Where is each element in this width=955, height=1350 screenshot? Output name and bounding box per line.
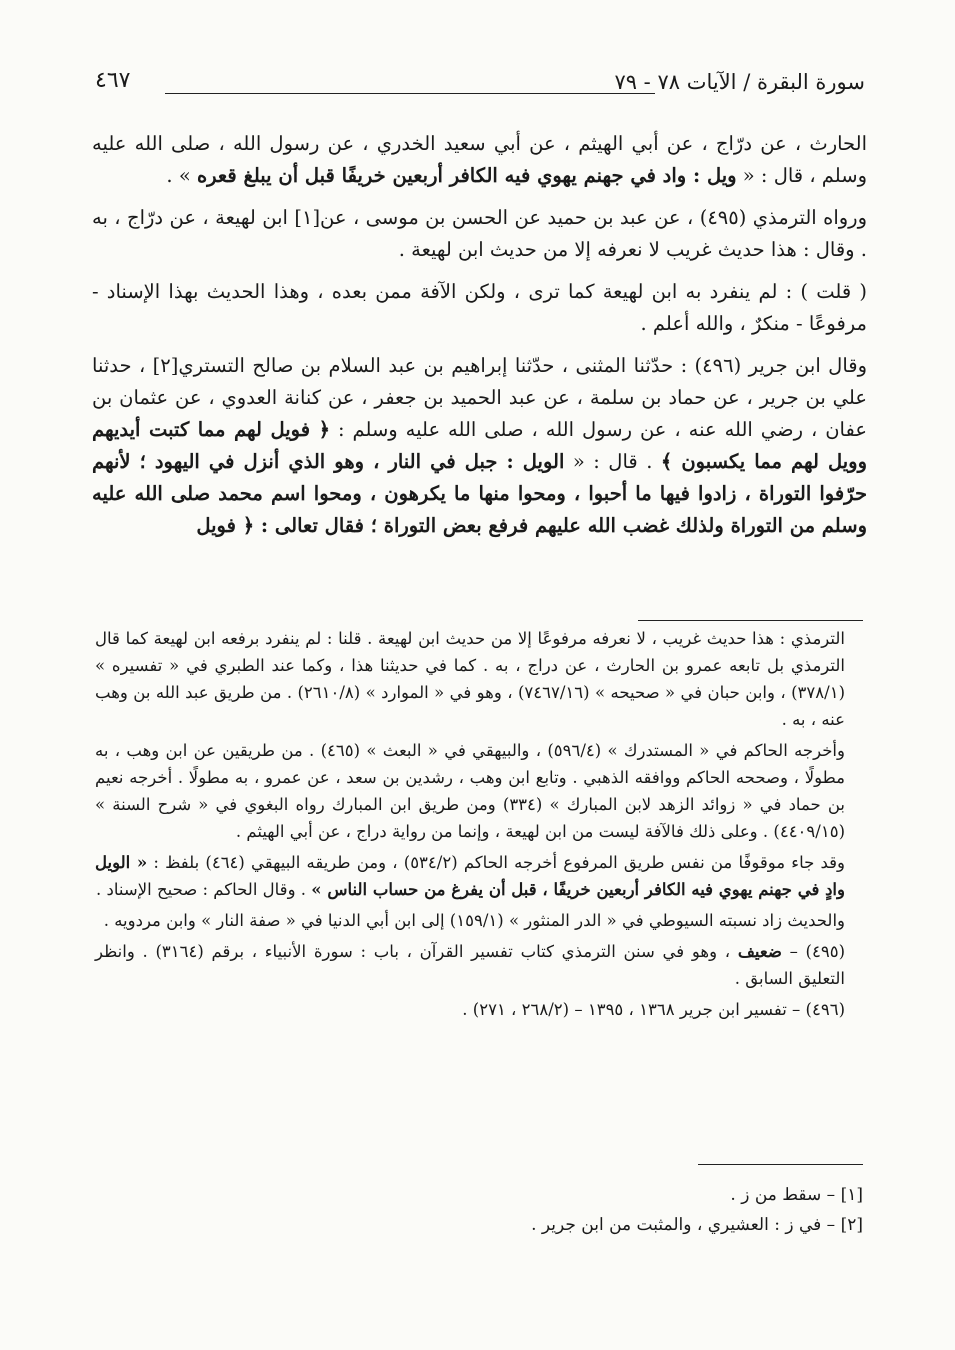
footnote-2: وأخرجه الحاكم في « المستدرك » (٥٩٦/٤) ، والبيهقي في « البعث » (٤٦٥) . من طريقين عن ابن وهب ، به مطولًا ، وصححه الحاكم ووافقه الذهبي . وتابع ابن وهب ، رشدين بن سعد ، عن عمرو ، به مطولًا . أخرجه نعيم بن حماد في « زوائد الزهد لابن المبارك » (٣٣٤) ومن طريق ابن المبارك رواه البغوي في « شرح السنة » (٤٤٠٩/١٥) . وعلى ذلك فالآفة ليست من ابن لهيعة ، وإنما من رواية دراج ، عن أبي الهيثم . (95, 741, 845, 841)
p1-hadith-text: ويل : واد في جهنم يهوي فيه الكافر أربعين خريفًا قبل أن يبلغ قعره (196, 164, 737, 187)
editorial-rule (698, 1164, 863, 1165)
p4-qala: . قال : « (564, 450, 661, 473)
footnote-1: الترمذي : هذا حديث غريب ، لا نعرفه مرفوعًا إلا من حديث ابن لهيعة . قلنا : لم ينفرد برفعه ابن لهيعة كما قال الترمذي بل تابعه عمرو بن الحارث ، عن دراج ، به . كما في حديثنا هذا ، وكما عند الطبري في « تفسيره » (٣٧٨/١) ، وابن حبان في « صحيحه » (٧٤٦٧/١٦) ، وهو في « الموارد » (٢٦١٠/٨) . من طريق عبد الله بن وهب عنه ، به . (95, 629, 845, 729)
paragraph-2: ورواه الترمذي (٤٩٥) ، عن عبد بن حميد عن الحسن بن موسى ، عن[١] ابن لهيعة ، عن درّاج ، به . وقال : هذا حديث غريب لا نعرفه إلا من حديث ابن لهيعة . (92, 206, 868, 261)
paragraph-3: ( قلت ) : لم ينفرد به ابن لهيعة كما ترى ، ولكن الآفة ممن بعده ، وهذا الحديث بهذا الإسناد - مرفوعًا - منكرٌ ، والله أعلم . (92, 280, 867, 335)
fn495-grade: ضعيف (737, 942, 782, 961)
editorial-notes (263, 1180, 863, 1240)
page-number: ٤٦٧ (95, 68, 131, 93)
p4-isnad: وقال ابن جرير (٤٩٦) : حدّثنا المثنى ، حدّثنا إبراهيم بن عبد السلام بن صالح التستري[٢] ، حدثنا علي بن جرير ، عن حماد بن سلمة ، عن عبد الحميد بن جعفر ، عن كنانة العدوي ، عن عثمان بن عفان ، رضي الله عنه ، عن رسول الله ، صلى الله عليه وسلم : (92, 354, 868, 441)
fn495-text: ، وهو في سنن الترمذي كتاب تفسير القرآن ، باب : سورة الأنبياء ، برقم (٣١٦٤) . وانظر التعليق السابق . (95, 942, 845, 988)
editorial-note-2: [٢] – في ز : العشيري ، والمثبت من ابن جرير . (531, 1215, 863, 1235)
footnotes (95, 625, 845, 1027)
p4-hadith-text: الويل : جبل في النار ، وهو الذي أنزل في اليهود ؛ لأنهم حرّفوا التوراة ، زادوا فيها ما أحبوا ، ومحوا منها ما يكرهون ، ومحوا اسم محمد صلى الله عليه وسلم من التوراة ولذلك غضب الله عليهم فرفع بعض التوراة ؛ فقال تعالى : ﴿ فويل (92, 450, 867, 537)
running-head: سورة البقرة / الآيات ٧٨ - ٧٩ (614, 70, 865, 94)
paragraph-1 (92, 128, 867, 192)
p4-quran-verse: ﴿ فويل لهم مما كتبت أيديهم وويل لهم مما يكسبون ﴾ (92, 418, 867, 473)
fn3-hadith: « الويل وادٍ في جهنم يهوي فيه الكافر أربعين خريفًا ، قبل أن يفرغ من حساب الناس » (95, 853, 845, 899)
p1-end: » . (166, 164, 197, 187)
footnote-496: (٤٩٦) – تفسير ابن جرير ١٣٦٨ ، ١٣٩٥ – (٢٦٨/٢ ، ٢٧١) . (462, 1000, 845, 1019)
footnote-495 (95, 938, 845, 992)
page-header (95, 60, 865, 100)
paragraph-4 (92, 350, 867, 542)
footnote-4: والحديث زاد نسبته السيوطي في « الدر المنثور » (١٥٩/١) إلى ابن أبي الدنيا في « صفة النار » وابن مردويه . (103, 911, 845, 930)
fn3-text: وقد جاء موقوفًا من نفس طريق المرفوع أخرجه الحاكم (٥٣٤/٢) ، ومن طريقه البيهقي (٤٦٤) بلفظ : (147, 853, 845, 872)
editorial-note-1: [١] – سقط من ز . (730, 1185, 863, 1205)
header-rule (165, 93, 655, 94)
footnote-rule (638, 620, 863, 621)
main-text (92, 128, 867, 552)
footnote-3 (95, 849, 845, 903)
p1-text: الحارث ، عن درّاج ، عن أبي الهيثم ، عن أبي سعيد الخدري ، عن رسول الله ، صلى الله عليه وسلم ، قال : « (92, 132, 867, 187)
fn3-end: . وقال الحاكم : صحيح الإسناد . (96, 880, 312, 899)
fn495-number: (٤٩٥) – (781, 942, 845, 961)
